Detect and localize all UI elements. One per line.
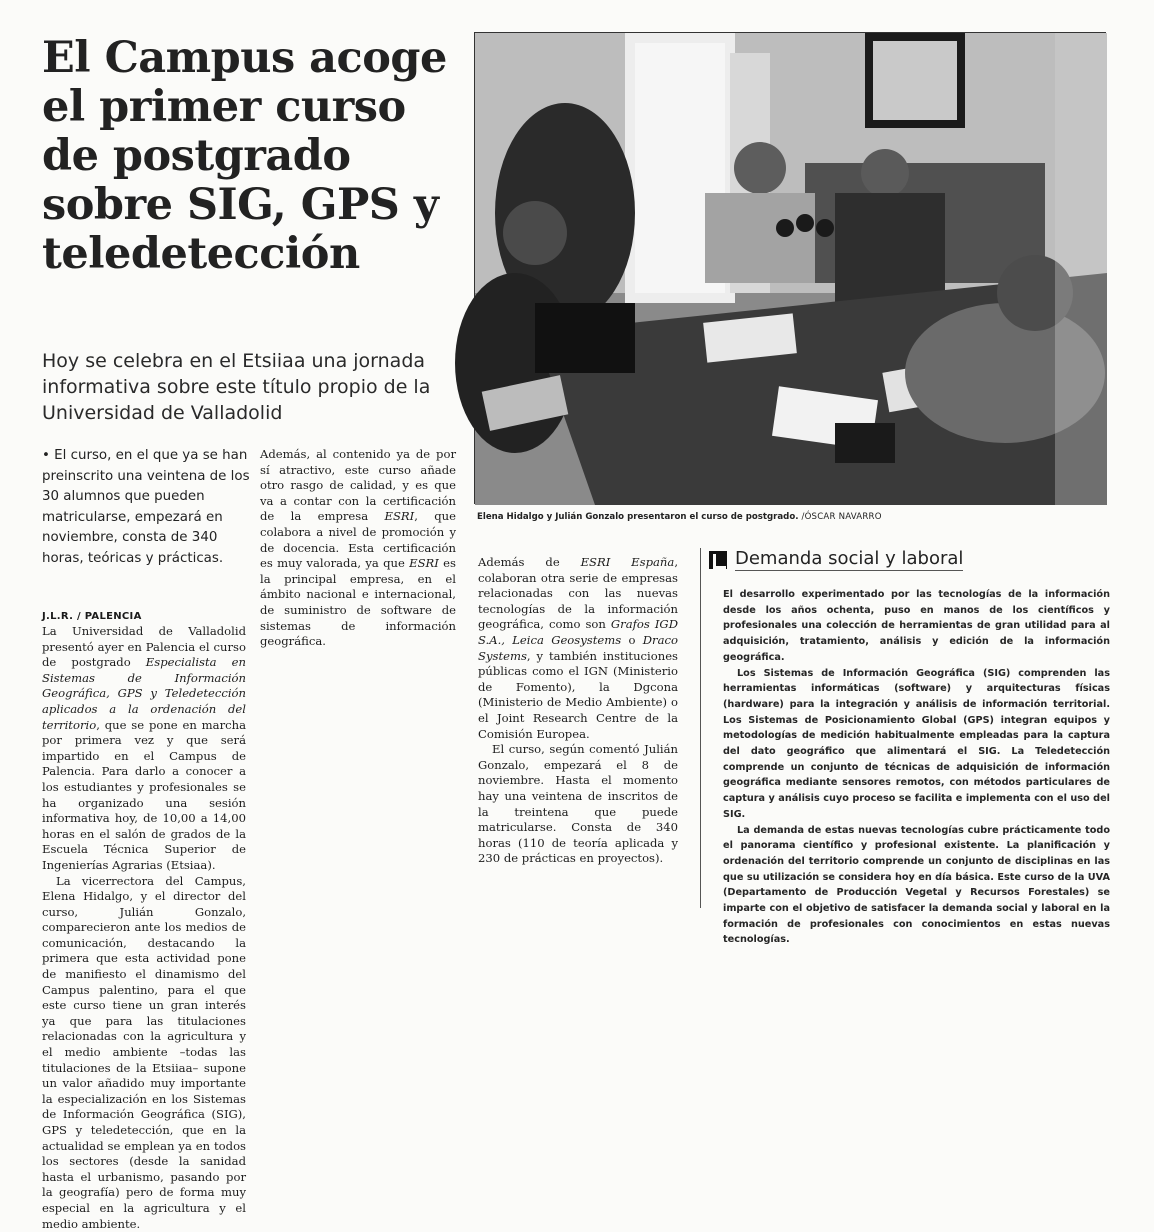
- body-paragraph-5: El curso, según comentó Julián Gonzalo, empezará el 8 de noviembre. Hasta el momento hay una veintena de inscritos de la treintena que puede matricularse. Consta de 340 horas (110 de teoría aplicada y 230 de prácticas en proyectos).: [478, 742, 678, 867]
- sidebar-body: [723, 587, 1110, 948]
- photo-credit: /ÓSCAR NAVARRO: [802, 512, 882, 522]
- headline: El Campus acoge el primer curso de postgrado sobre SIG, GPS y teledetección: [42, 34, 462, 279]
- body-paragraph-1: La Universidad de Valladolid presentó ayer en Palencia el curso de postgrado Especialista en Sistemas de Información Geográfica, GPS y Teledetección aplicados a la ordenación del territorio, que se pone en marcha por primera vez y que será impartido en el Campus de Palencia. Para darlo a conocer a los estudiantes y profesionales se ha organizado una sesión informativa hoy, de 10,00 a 14,00 horas en el salón de grados de la Escuela Técnica Superior de Ingenierías Agrarias (Etsiaa).: [42, 624, 246, 874]
- sidebar-paragraph-2: Los Sistemas de Información Geográfica (SIG) comprenden las herramientas informáticas (software) y arquitecturas físicas (hardware) para la integración y análisis de información territorial. Los Sistemas de Posicionamiento Global (GPS) integran equipos y metodologías de medición habitualmente empleadas para la captura del dato geográfico que alimentará el SIG. La Teledetección comprende un conjunto de técnicas de adquisición de información geográfica mediante sensores remotos, con métodos particulares de captura y análisis cuyo proceso se facilita e implementa con el uso del SIG.: [723, 666, 1110, 823]
- press-conference-illustration: [475, 33, 1107, 505]
- sidebar-header: [709, 548, 1110, 571]
- course-name: Especialista en Sistemas de Información Geográfica, GPS y Teledetección aplicados a la ordenación del territorio: [42, 655, 246, 731]
- press-conference-photo: [474, 32, 1106, 504]
- photo-caption: Elena Hidalgo y Julián Gonzalo presentaron el curso de postgrado. /ÓSCAR NAVARRO: [477, 512, 1107, 522]
- sidebar-paragraph-1: El desarrollo experimentado por las tecnologías de la información desde los años ochenta, puso en manos de los científicos y profesionales una colección de herramientas de gran utilidad para al adquisición, tratamiento, análisis y edición de la información geográfica.: [723, 587, 1110, 666]
- body-column-1: [42, 624, 246, 1232]
- body-paragraph-2: La vicerrectora del Campus, Elena Hidalgo, y el director del curso, Julián Gonzalo, comparecieron ante los medios de comunicación, destacando la primera que esta actividad pone de manifiesto el dinamismo del Campus palentino, para el que este curso tiene un gran interés ya que para las titulaciones relacionadas con la agricultura y el medio ambiente –todas las titulaciones de la Etsiiaa– supone un valor añadido muy importante la especialización en los Sistemas de Información Geográfica (SIG), GPS y teledetección, que en la actualidad se emplean ya en todos los sectores (desde la sanidad hasta el urbanismo, pasando por la geografía) pero de forma muy especial en la agricultura y el medio ambiente.: [42, 874, 246, 1232]
- section-marker-icon: [709, 551, 727, 569]
- summary-bullet: • El curso, en el que ya se han preinscrito una veintena de los 30 alumnos que pueden matricularse, empezará en noviembre, consta de 340 horas, teóricas y prácticas.: [42, 446, 252, 569]
- byline: J.L.R. / PALENCIA: [42, 611, 142, 622]
- subheadline: Hoy se celebra en el Etsiiaa una jornada informativa sobre este título propio de la Universidad de Valladolid: [42, 348, 462, 426]
- body-column-2: [260, 447, 456, 650]
- sidebar-title: Demanda social y laboral: [735, 548, 963, 571]
- body-paragraph-4: Además de ESRI España, colaboran otra serie de empresas relacionadas con las nuevas tecnologías de la información geográfica, como son Grafos IGD S.A., Leica Geosystems o Draco Systems, y también instituciones públicas como el IGN (Ministerio de Fomento), la Dgcona (Ministerio de Medio Ambiente) o el Joint Research Centre de la Comisión Europea.: [478, 555, 678, 742]
- body-column-3: [478, 555, 678, 867]
- body-paragraph-3: Además, al contenido ya de por sí atractivo, este curso añade otro rasgo de calidad, y es que va a contar con la certificación de la empresa ESRI, que colabora a nivel de promoción y de docencia. Esta certificación es muy valorada, ya que ESRI es la principal empresa, en el ámbito nacional e internacional, de suministro de software de sistemas de información geográfica.: [260, 447, 456, 650]
- sidebar-paragraph-3: La demanda de estas nuevas tecnologías cubre prácticamente todo el panorama científico y profesional existente. La planificación y ordenación del territorio comprende un conjunto de disciplinas en las que su utilización se considera hoy en día básica. Este curso de la UVA (Departamento de Producción Vegetal y Recursos Forestales) se imparte con el objetivo de satisfacer la demanda social y laboral en la formación de profesionales con conocimientos en estas nuevas tecnologías.: [723, 823, 1110, 949]
- sidebar-box: [700, 548, 1110, 908]
